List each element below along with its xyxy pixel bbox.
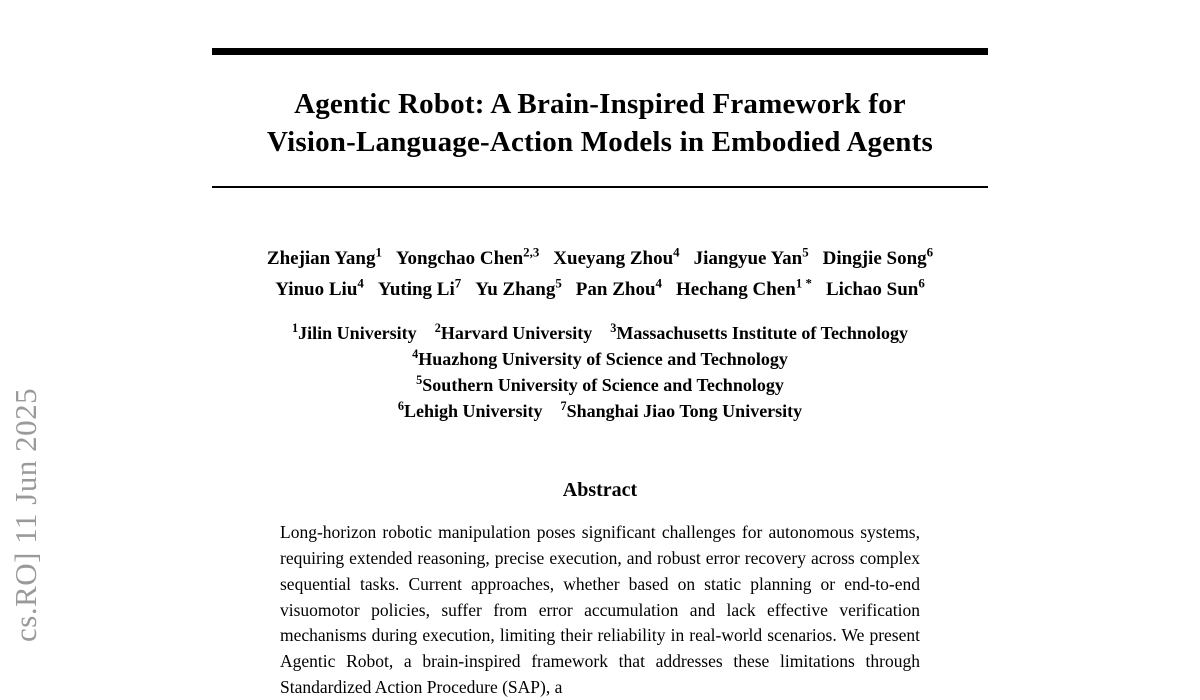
author-entry (693, 244, 809, 269)
author-name: Zhejian Yang (266, 247, 376, 269)
header-rule-thick (212, 48, 988, 55)
author-affil-marker: 4 (673, 244, 680, 260)
affiliation-name: Southern University of Science and Technology (422, 375, 784, 396)
affiliation-entry (435, 323, 593, 343)
affiliation-name: Jilin University (298, 323, 417, 344)
author-name: Hechang Chen (675, 278, 796, 300)
author-name: Yu Zhang (475, 278, 556, 300)
affiliation-marker: 2 (434, 321, 441, 336)
author-affil-marker: 5 (555, 275, 562, 291)
abstract-text: Long-horizon robotic manipulation poses significant challenges for autonomous systems, requiring extended reasoning, precise execution, and robust error recovery across complex sequential tasks. Current approaches, whether based on static planning or end-to-end visuomotor policies, suffer from error accumulation and lack effective verification mechanisms during execution, limiting their reliability in real-world scenarios. We present Agentic Robot, a brain-inspired framework that addresses these limitations through Standardized Action Procedure (SAP), a (280, 522, 920, 697)
author-name: Dingjie Song (822, 247, 927, 269)
author-entry (266, 244, 382, 269)
author-name: Yinuo Liu (275, 278, 358, 300)
author-affil-marker: 2,3 (523, 244, 540, 260)
author-entry (675, 275, 812, 300)
author-name: Yuting Li (377, 278, 455, 300)
affiliation-name: Lehigh University (403, 401, 543, 422)
affiliation-marker: 1 (292, 321, 299, 336)
affiliation-marker: 4 (412, 347, 419, 362)
affiliation-line (212, 398, 988, 424)
author-entry (825, 275, 925, 300)
author-entry (395, 244, 540, 269)
author-affil-marker: 4 (357, 275, 364, 291)
affiliation-marker: 3 (610, 321, 617, 336)
page-title (212, 85, 988, 162)
title-line-1: Agentic Robot: A Brain-Inspired Framework for (294, 88, 906, 120)
author-name: Xueyang Zhou (553, 247, 674, 269)
author-name: Jiangyue Yan (693, 247, 803, 269)
author-affil-marker: 7 (454, 275, 462, 291)
affiliation-entry (292, 323, 417, 343)
affiliation-marker: 5 (416, 373, 423, 388)
author-list (212, 243, 988, 305)
paper-column (212, 0, 988, 700)
author-name: Yongchao Chen (395, 247, 524, 269)
author-affil-marker: 4 (655, 275, 662, 291)
affiliation-line (212, 320, 988, 346)
affiliation-line (212, 346, 988, 372)
affiliation-entry (412, 349, 788, 369)
author-affil-marker: 1 * (795, 275, 812, 291)
affiliation-entry (610, 323, 908, 343)
affiliation-name: Shanghai Jiao Tong University (566, 401, 803, 422)
header-rule-thin (212, 186, 988, 188)
author-affil-marker: 6 (918, 275, 925, 291)
affiliation-line (212, 372, 988, 398)
arxiv-identifier-stamp: cs.RO] 11 Jun 2025 (8, 387, 43, 642)
affiliation-list (212, 320, 988, 424)
author-entry (377, 275, 462, 300)
abstract-heading: Abstract (562, 479, 638, 502)
author-affil-marker: 6 (926, 244, 934, 260)
affiliation-name: Massachusetts Institute of Technology (616, 323, 908, 344)
affiliation-entry (416, 375, 784, 395)
affiliation-entry (398, 401, 543, 421)
affiliation-name: Harvard University (440, 323, 593, 344)
author-entry (475, 275, 562, 300)
affiliation-entry (560, 401, 802, 421)
author-entry (553, 244, 680, 269)
title-line-2: Vision-Language-Action Models in Embodied Agents (267, 126, 933, 159)
author-entry (275, 275, 364, 300)
author-name: Lichao Sun (825, 278, 919, 300)
affiliation-marker: 7 (560, 399, 567, 414)
author-name: Pan Zhou (575, 278, 656, 300)
author-affil-marker: 5 (802, 244, 809, 260)
affiliation-marker: 6 (397, 399, 404, 414)
author-affil-marker: 1 (375, 244, 382, 260)
author-entry (822, 244, 934, 269)
author-entry (575, 275, 662, 300)
affiliation-name: Huazhong University of Science and Technology (418, 349, 788, 370)
